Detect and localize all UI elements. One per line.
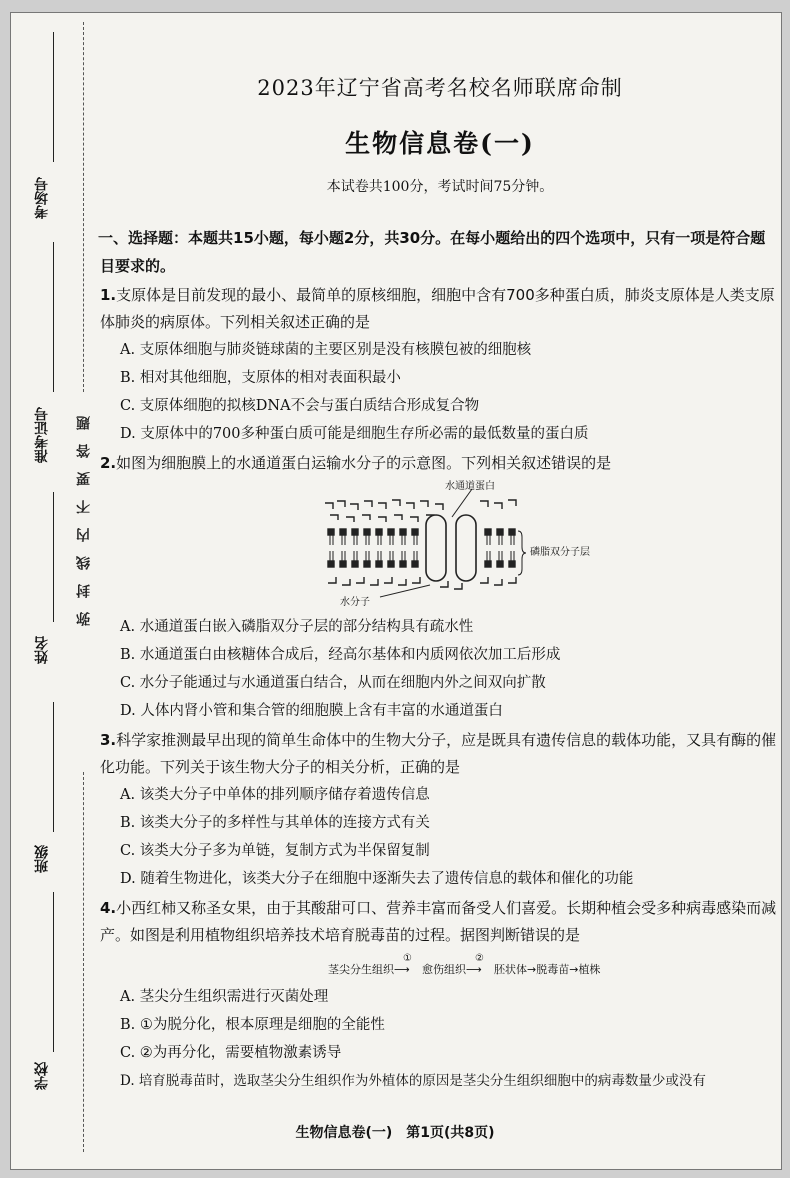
- question-number: 1.: [100, 286, 117, 304]
- seal-dash-line: [83, 772, 84, 1152]
- exam-header-title: 2023年辽宁省高考名校名师联席命制: [257, 76, 623, 100]
- paper-title: 生物信息卷(一): [345, 129, 535, 158]
- rule-line: [53, 892, 54, 1052]
- flow-step: 脱毒苗: [536, 963, 570, 976]
- flow-arrow: ① ⟶: [394, 953, 412, 976]
- question-stem: 支原体是目前发现的最小、最简单的原核细胞，细胞中含有700多种蛋白质，肺炎支原体是人类支原体肺炎的病原体。下列相关叙述正确的是: [100, 286, 775, 331]
- flow-marker: ①: [403, 953, 412, 964]
- class-label: 班级: [34, 845, 50, 873]
- exam-content: [100, 62, 780, 1095]
- binding-margin: [10, 12, 92, 1168]
- option-c: C. ②为再分化，需要植物激素诱导: [120, 1045, 342, 1061]
- rule-line: [53, 492, 54, 622]
- option-c: C. 该类大分子多为单链，复制方式为半保留复制: [120, 843, 430, 859]
- option-c: C. 支原体细胞的拟核DNA不会与蛋白质结合形成复合物: [120, 398, 480, 414]
- name-label: 姓名: [34, 636, 50, 664]
- label-aquaporin: 水通道蛋白: [445, 481, 495, 492]
- rule-line: [53, 32, 54, 162]
- option-d: D. 随着生物进化，该类大分子在细胞中逐渐失去了遗传信息的载体和催化的功能: [120, 871, 634, 887]
- school-label: 学校: [34, 1062, 50, 1090]
- flow-step: 愈伤组织: [422, 963, 466, 976]
- option-b: B. ①为脱分化，根本原理是细胞的全能性: [120, 1017, 385, 1033]
- tissue-culture-flow: [328, 953, 780, 977]
- seal-dash-line: [83, 22, 84, 392]
- rule-line: [53, 242, 54, 392]
- option-b: B. 相对其他细胞，支原体的相对表面积最小: [120, 370, 401, 386]
- exam-room-label: 考场号: [34, 177, 50, 219]
- flow-arrow: →: [569, 963, 579, 976]
- seal-line-text: 弥封线内不要答题: [76, 402, 92, 626]
- question-number: 2.: [100, 454, 117, 472]
- flow-step: 茎尖分生组织: [328, 963, 394, 976]
- question-2: [100, 450, 780, 477]
- option-d: D. 支原体中的700多种蛋白质可能是细胞生存所必需的最低数量的蛋白质: [120, 426, 589, 442]
- option-a: A. 水通道蛋白嵌入磷脂双分子层的部分结构具有疏水性: [120, 619, 474, 635]
- page-footer: 生物信息卷(一) 第1页(共8页): [295, 1125, 495, 1141]
- option-d: D. 人体内肾小管和集合管的细胞膜上含有丰富的水通道蛋白: [120, 703, 503, 719]
- option-a: A. 支原体细胞与肺炎链球菌的主要区别是没有核膜包被的细胞核: [120, 342, 532, 358]
- flow-step: 胚状体: [494, 963, 527, 976]
- aquaporin-figure: [320, 479, 620, 609]
- option-b: B. 该类大分子的多样性与其单体的连接方式有关: [120, 815, 430, 831]
- question-1: [100, 282, 780, 336]
- aquaporin-protein: [426, 515, 476, 581]
- question-stem: 科学家推测最早出现的简单生命体中的生物大分子，应是既具有遗传信息的载体功能，又具有酶的催化功能。下列关于该生物大分子的相关分析，正确的是: [100, 731, 777, 776]
- option-c: C. 水分子能通过与水通道蛋白结合，从而在细胞内外之间双向扩散: [120, 675, 546, 691]
- option-b: B. 水通道蛋白由核糖体合成后，经高尔基体和内质网依次加工后形成: [120, 647, 561, 663]
- option-a: A. 该类大分子中单体的排列顺序储存着遗传信息: [120, 787, 430, 803]
- exam-info: 本试卷共100分，考试时间75分钟。: [326, 179, 554, 195]
- water-molecules-top: [325, 500, 516, 522]
- flow-arrow: →: [527, 963, 537, 976]
- question-stem: 小西红柿又称圣女果，由于其酸甜可口、营养丰富而备受人们喜爱。长期种植会受多种病毒感染而减产。如图是利用植物组织培养技术培育脱毒苗的过程。据图判断错误的是: [100, 899, 777, 944]
- question-4: [100, 895, 780, 949]
- phospholipid-bilayer: [328, 529, 515, 567]
- label-water: 水分子: [340, 597, 370, 608]
- question-number: 4.: [100, 899, 117, 917]
- flow-arrow: ② ⟶: [466, 953, 484, 976]
- option-a: A. 茎尖分生组织需进行灭菌处理: [120, 989, 329, 1005]
- label-bilayer: 磷脂双分子层: [530, 547, 590, 558]
- section-heading: 一、选择题：本题共15小题，每小题2分，共30分。在每小题给出的四个选项中，只有一项是符合题目要求的。: [98, 229, 766, 275]
- flow-step: 植株: [578, 963, 601, 976]
- rule-line: [53, 702, 54, 832]
- question-3: [100, 727, 780, 781]
- option-d: D. 培育脱毒苗时，选取茎尖分生组织作为外植体的原因是茎尖分生组织细胞中的病毒数量少或没有: [120, 1073, 706, 1089]
- question-number: 3.: [100, 731, 117, 749]
- flow-marker: ②: [475, 953, 484, 964]
- ticket-number-label: 准考证号: [34, 407, 50, 463]
- question-stem: 如图为细胞膜上的水通道蛋白运输水分子的示意图。下列相关叙述错误的是: [116, 454, 612, 472]
- membrane-diagram: [320, 479, 620, 609]
